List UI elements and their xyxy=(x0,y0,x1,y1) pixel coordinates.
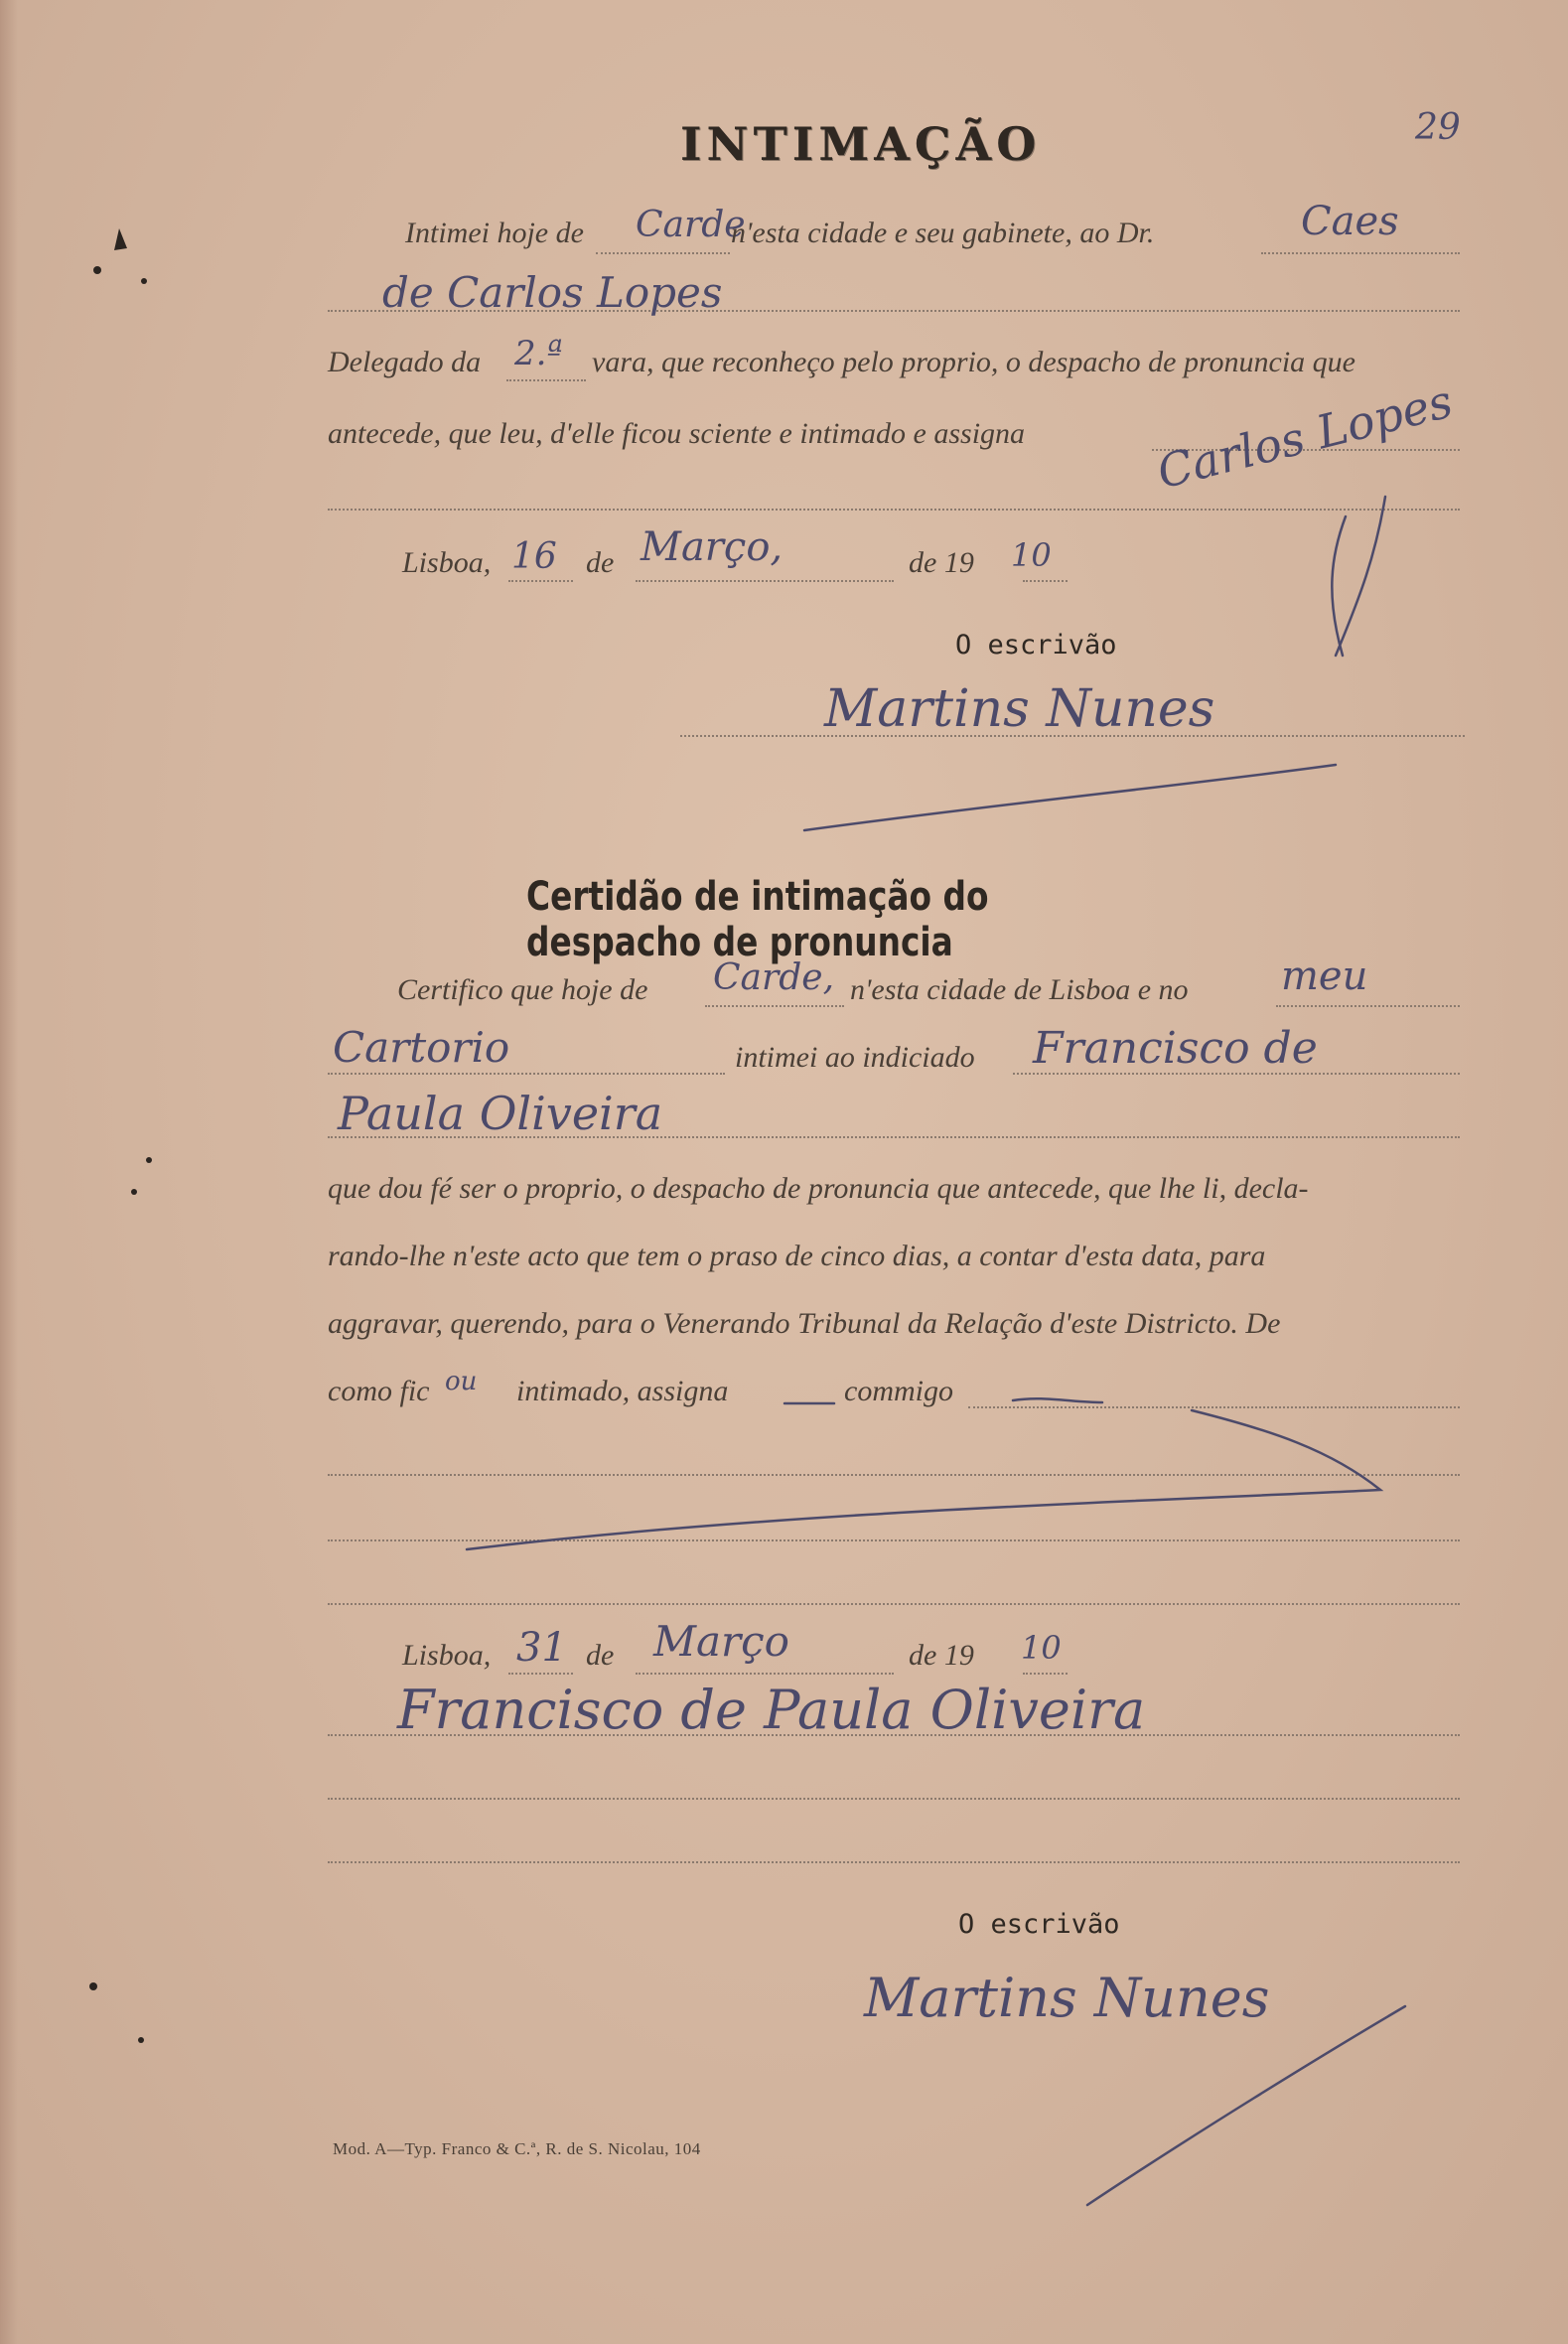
date-de-2: de xyxy=(586,1639,615,1672)
certidao-handwritten-ou: ou xyxy=(445,1367,478,1396)
date-de2-2: de 19 xyxy=(909,1639,974,1672)
certidao-handwritten-period: Carde, xyxy=(713,957,835,998)
certidao-handwritten-cartorio: Cartorio xyxy=(333,1023,510,1072)
date-month-2: Março xyxy=(653,1617,789,1666)
handwritten-vara: 2.ª xyxy=(514,334,563,373)
certidao-line-7b: intimado, assigna xyxy=(516,1375,729,1407)
intimacao-line-3b: vara, que reconheço pelo proprio, o despacho de pronuncia que xyxy=(592,346,1355,378)
date-de-1: de xyxy=(586,546,615,579)
ink-stain xyxy=(146,1157,152,1163)
ink-stain xyxy=(138,2037,144,2043)
intimacao-line-3a: Delegado da xyxy=(328,346,482,378)
signature-escrivao-2: Martins Nunes xyxy=(864,1967,1270,2029)
flourish-stroke xyxy=(804,765,1336,830)
ink-stain xyxy=(114,228,127,250)
ink-stain xyxy=(93,266,101,274)
ink-stain xyxy=(131,1189,137,1195)
date-de2-1: de 19 xyxy=(909,546,974,579)
flourish-stroke xyxy=(467,1410,1380,1549)
certidao-line-5: rando-lhe n'este acto que tem o praso de cinco dias, a contar d'esta data, para xyxy=(328,1240,1266,1272)
handwritten-name-1: Caes xyxy=(1301,199,1399,244)
certidao-handwritten-meu: meu xyxy=(1281,953,1368,999)
escrivao-label-2: O escrivão xyxy=(958,1909,1120,1940)
date-year-1: 10 xyxy=(1011,536,1052,574)
certidao-line-4: que dou fé ser o proprio, o despacho de pronuncia que antecede, que lhe li, decla- xyxy=(328,1172,1309,1205)
certidao-handwritten-name-1: Francisco de xyxy=(1033,1023,1318,1074)
handwritten-name-2: de Carlos Lopes xyxy=(382,268,723,317)
certidao-line-7c: commigo xyxy=(844,1375,953,1407)
certidao-line-1b: n'esta cidade de Lisboa e no xyxy=(850,973,1189,1006)
dash-stroke xyxy=(1013,1398,1102,1402)
page-number: 29 xyxy=(1415,107,1461,148)
intimacao-line-1a: Intimei hoje de xyxy=(405,217,584,249)
date-month-1: Março, xyxy=(641,524,784,570)
flourish-stroke xyxy=(1087,2006,1405,2205)
handwritten-period: Carde xyxy=(636,205,746,245)
ink-stain xyxy=(141,278,147,284)
date-year-2: 10 xyxy=(1021,1629,1062,1667)
page-title: INTIMAÇÃO xyxy=(680,117,1042,171)
date-lisboa-2: Lisboa, xyxy=(402,1639,492,1672)
certidao-title: Certidão de intimação do despacho de pronuncia xyxy=(526,874,989,965)
intimacao-line-1b: n'esta cidade e seu gabinete, ao Dr. xyxy=(731,217,1155,249)
signature-escrivao-1: Martins Nunes xyxy=(824,679,1215,739)
signature-indiciado: Francisco de Paula Oliveira xyxy=(397,1679,1146,1741)
ink-stain xyxy=(89,1982,97,1990)
certidao-handwritten-name-2: Paula Oliveira xyxy=(338,1087,663,1140)
certidao-line-6: aggravar, querendo, para o Venerando Tribunal da Relação d'este Districto. De xyxy=(328,1307,1281,1340)
date-day-2: 31 xyxy=(516,1625,567,1671)
date-day-1: 16 xyxy=(511,536,557,577)
date-lisboa-1: Lisboa, xyxy=(402,546,492,579)
certidao-line-1a: Certifico que hoje de xyxy=(397,973,648,1006)
intimacao-line-4: antecede, que leu, d'elle ficou sciente e intimado e assigna xyxy=(328,417,1026,450)
certidao-line-7a: como fic xyxy=(328,1375,430,1407)
escrivao-label-1: O escrivão xyxy=(955,630,1117,660)
certidao-line-2b: intimei ao indiciado xyxy=(735,1041,975,1074)
signature-delegado: Carlos Lopes xyxy=(1152,373,1458,500)
printer-imprint: Mod. A—Typ. Franco & C.ª, R. de S. Nicolau, 104 xyxy=(333,2139,701,2158)
